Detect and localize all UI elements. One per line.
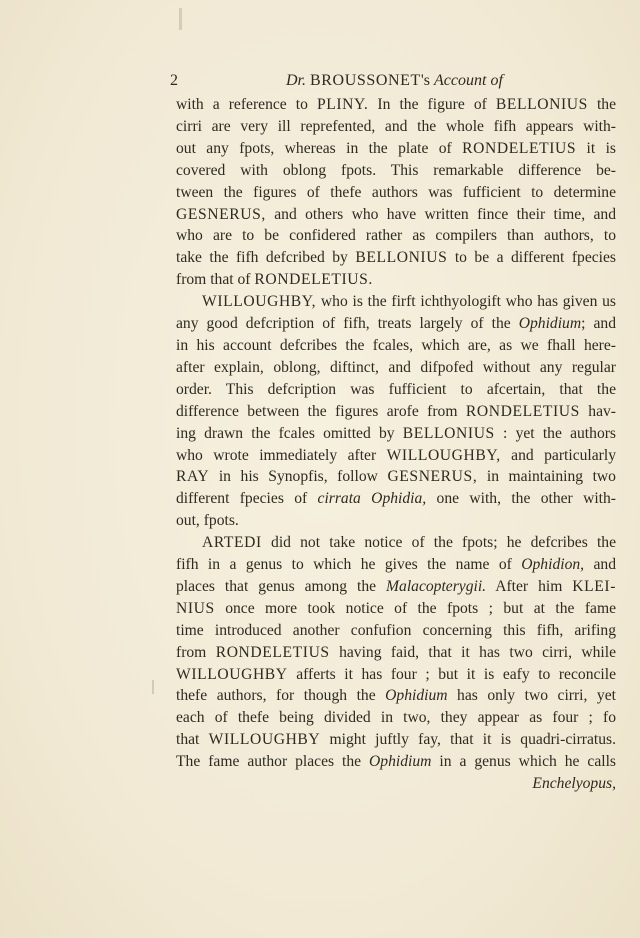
italic-term: cirrata Ophidia, <box>317 490 427 508</box>
text-line <box>176 401 616 423</box>
italic-term: Ophidion, <box>521 556 585 574</box>
text-line <box>176 642 616 664</box>
text-line <box>176 225 616 247</box>
text-run: places that genus among the <box>176 577 387 595</box>
text-run: different fpecies of <box>176 490 318 508</box>
italic-term: Ophidium <box>518 315 582 333</box>
stray-ink-mark <box>152 680 154 694</box>
proper-name: ARTEDI <box>202 534 262 552</box>
text-run: one with, the other with- <box>426 490 616 508</box>
text-line <box>176 576 616 598</box>
text-line <box>176 138 616 160</box>
proper-name: RONDELETIUS <box>215 643 330 661</box>
text-run: the <box>587 96 616 113</box>
text-run: once more took notice of the fpots ; but at the fame <box>214 599 616 617</box>
text-line <box>176 773 616 795</box>
text-line <box>176 116 616 138</box>
text-run: hav- <box>579 402 616 420</box>
text-run: out any fpots, whereas in the plate of <box>176 139 463 157</box>
page-edge-mark <box>179 8 182 30</box>
text-line <box>176 554 616 576</box>
text-run: from <box>176 643 216 661</box>
text-run: with a reference to <box>176 96 317 113</box>
text-line <box>176 532 616 554</box>
text-run: it is <box>576 139 616 157</box>
text-run: and others who have written fince their time, and <box>265 205 616 223</box>
text-run: order. This defcription was fufficient to afcertain, that the <box>176 380 616 398</box>
text-run: in maintaining two <box>477 468 616 486</box>
proper-name: RONDELETIUS <box>462 139 577 157</box>
proper-name: BELLONIUS <box>495 96 588 113</box>
text-line <box>176 707 616 729</box>
text-run: who is the firft ichthyologift who has given us <box>316 293 616 311</box>
text-line <box>176 357 616 379</box>
text-run: time introduced another confufion concerning this fifh, arifing <box>176 621 616 639</box>
text-run: : yet the authors <box>494 424 616 442</box>
text-run: each of thefe being divided in two, they appear as four ; fo <box>176 709 616 727</box>
text-run: from that of <box>176 271 255 289</box>
text-line <box>176 620 616 642</box>
text-run: and <box>584 556 616 574</box>
text-run: to be a different fpecies <box>447 249 616 267</box>
proper-name: BELLONIUS <box>355 249 448 267</box>
text-run: thefe authors, for though the <box>176 687 386 705</box>
proper-name: GESNERUS, <box>387 468 478 486</box>
text-line <box>176 269 616 291</box>
text-line <box>176 664 616 686</box>
text-run: in his account defcribes the fcales, which are, as we fhall here- <box>176 336 616 354</box>
text-line <box>176 598 616 620</box>
possessive: 's <box>420 72 431 89</box>
proper-name: GESNERUS, <box>176 205 266 223</box>
text-run: who are to be confidered rather as compilers than authors, to <box>176 227 616 245</box>
text-line <box>176 729 616 751</box>
proper-name: WILLOUGHBY, <box>202 293 317 311</box>
text-run: after explain, oblong, diftinct, and difpofed without any regular <box>176 358 616 376</box>
text-line <box>176 685 616 707</box>
text-line <box>176 445 616 467</box>
text-run: and particularly <box>500 446 616 464</box>
proper-name: KLEI- <box>572 577 616 595</box>
body-text <box>176 94 616 795</box>
text-line <box>176 291 616 313</box>
text-run: ; and <box>581 315 616 333</box>
proper-name: RONDELETIUS. <box>254 271 373 289</box>
text-run: In the figure of <box>368 96 496 113</box>
text-line <box>176 160 616 182</box>
author-prefix: Dr. <box>286 72 307 89</box>
text-run: cirri are very ill reprefented, and the whole fifh appears with- <box>176 117 616 135</box>
author-name: BROUSSONET <box>310 72 421 89</box>
text-line <box>176 466 616 488</box>
proper-name: NIUS <box>176 599 215 617</box>
text-run: who wrote immediately after <box>176 446 387 464</box>
text-line <box>176 488 616 510</box>
text-line <box>176 335 616 357</box>
italic-term: Ophidium <box>385 687 448 705</box>
text-run: take the fifh defcribed by <box>176 249 356 267</box>
running-header <box>170 72 530 92</box>
text-run: in a genus which he calls <box>431 753 616 771</box>
italic-term: Malacopterygii. <box>386 577 487 595</box>
proper-name: RONDELETIUS <box>465 402 580 420</box>
text-run: tween the figures of thefe authors was fufficient to determine <box>176 183 616 201</box>
proper-name: PLINY. <box>316 96 369 113</box>
text-line <box>176 204 616 226</box>
text-line <box>176 313 616 335</box>
text-run: difference between the figures arofe from <box>176 402 466 420</box>
text-run: might juftly fay, that it is quadri-cirratus. <box>320 731 616 749</box>
italic-term: Ophidium <box>369 753 432 771</box>
text-run: afferts it has four ; but it is eafy to reconcile <box>287 665 616 683</box>
text-run: fifh in a genus to which he gives the name of <box>176 556 522 574</box>
italic-term: Enchelyopus, <box>532 775 616 793</box>
text-line <box>176 94 616 116</box>
text-run: The fame author places the <box>176 753 370 771</box>
proper-name: WILLOUGHBY <box>208 731 321 749</box>
text-line <box>176 423 616 445</box>
title-italic: Account of <box>434 72 503 89</box>
text-run: in his Synopfis, follow <box>209 468 388 486</box>
text-run: out, fpots. <box>176 512 239 530</box>
text-run: that <box>176 731 209 749</box>
text-run: having faid, that it has two cirri, while <box>329 643 616 661</box>
proper-name: WILLOUGHBY, <box>386 446 501 464</box>
proper-name: RAY <box>176 468 210 486</box>
proper-name: WILLOUGHBY <box>176 665 288 683</box>
text-line <box>176 182 616 204</box>
text-line <box>176 751 616 773</box>
page-number: 2 <box>170 72 178 89</box>
text-run: has only two cirri, yet <box>447 687 616 705</box>
text-run: did not take notice of the fpots; he defcribes the <box>261 534 616 552</box>
text-run: covered with oblong fpots. This remarkable difference be- <box>176 161 616 179</box>
text-line <box>176 510 616 532</box>
running-title <box>286 72 503 90</box>
proper-name: BELLONIUS <box>402 424 495 442</box>
text-run: any good defcription of fifh, treats largely of the <box>176 315 519 333</box>
text-line <box>176 247 616 269</box>
text-run: ing drawn the fcales omitted by <box>176 424 403 442</box>
text-run: After him <box>486 577 573 595</box>
text-line <box>176 379 616 401</box>
